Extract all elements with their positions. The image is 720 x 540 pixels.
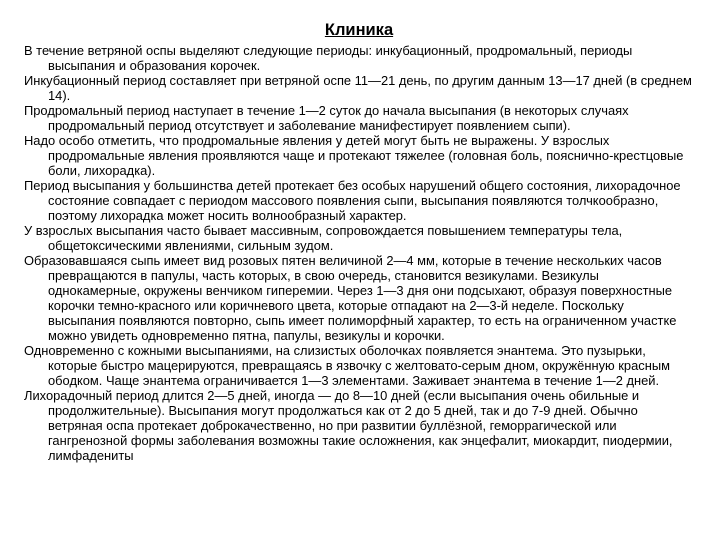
page-title: Клиника [324, 21, 394, 39]
paragraph-rash-period: Период высыпания у большинства детей протекает без особых нарушений общего состояния, лихорадочное состояние совпадает с периодом массового появления сыпи, высыпания появляются толчкообразно, поэтому лихорадка может носить волнообразный характер. [24, 178, 681, 223]
paragraph-incubation: Инкубационный период составляет при ветряной оспе 11—21 день, по другим данным 13—17 дней (в среднем 14). [24, 73, 692, 103]
paragraph-fever-complications: Лихорадочный период длится 2—5 дней, иногда — до 8—10 дней (если высыпания очень обильные и продолжительные). Высыпания могут продолжаться как от 2 до 5 дней, так и до 7-9 дней. Обычно ветряная оспа протекает доброкачественно, но при развитии буллёзной, геморрагической или гангренозной формы заболевания возможны такие осложнения, как энцефалит, миокардит, пиодермии, лимфадениты [24, 388, 673, 463]
paragraph-enanthema: Одновременно с кожными высыпаниями, на слизистых оболочках появляется энантема. Это пузырьки, которые быстро мацерируются, превращаясь в язвочку с желтовато-серым дном, окружённую красным ободком. Чаще энантема ограничивается 1—3 элементами. Заживает энантема в течение 1—2 дней. [24, 343, 670, 388]
paragraph-prodromal-adults: Надо особо отметить, что продромальные явления у детей могут быть не выражены. У взрослых продромальные явления проявляются чаще и протекают тяжелее (головная боль, пояснично-крестцовые боли, лихорадка). [24, 133, 684, 178]
paragraph-periods: В течение ветряной оспы выделяют следующие периоды: инкубационный, продромальный, периоды высыпания и образования корочек. [24, 43, 633, 73]
paragraph-prodromal: Продромальный период наступает в течение 1—2 суток до начала высыпания (в некоторых случаях продромальный период отсутствует и заболевание манифестирует появлением сыпи). [24, 103, 629, 133]
paragraph-rash-description: Образовавшаяся сыпь имеет вид розовых пятен величиной 2—4 мм, которые в течение нескольких часов превращаются в папулы, часть которых, в свою очередь, становится везикулами. Везикулы однокамерные, окружены венчиком гиперемии. Через 1—3 дня они подсыхают, образуя поверхностные корочки темно-красного или коричневого цвета, которые отпадают на 2—3-й неделе. Поскольку высыпания появляются повторно, сыпь имеет полиморфный характер, то есть на ограниченном участке можно увидеть одновременно пятна, папулы, везикулы и корочки. [24, 253, 677, 343]
paragraph-rash-adults: У взрослых высыпания часто бывает массивным, сопровождается повышением температуры тела, общетоксическими явлениями, сильным зудом. [24, 223, 623, 253]
